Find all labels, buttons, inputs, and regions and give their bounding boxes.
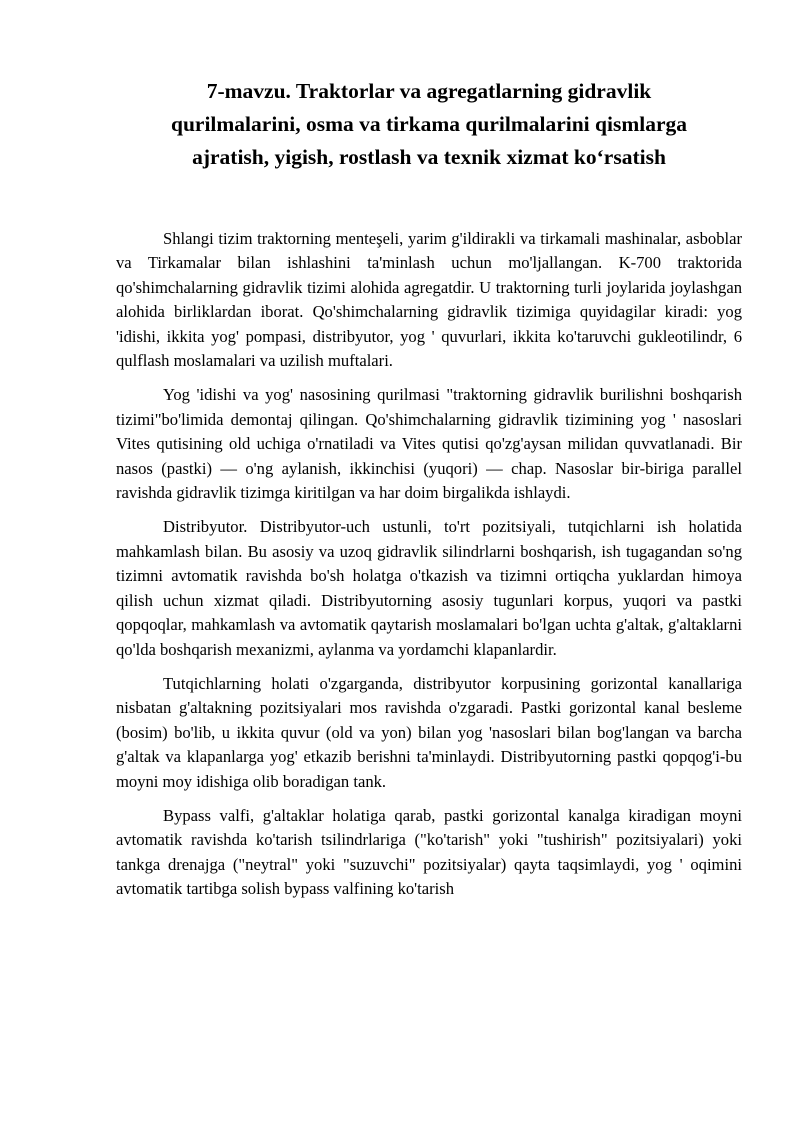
paragraph-hydraulic-system: Shlangi tizim traktorning menteşeli, yarim g'ildirakli va tirkamali mashinalar, asboblar va Tirkamalar bilan ishlashini ta'minlash uchun mo'ljallangan. K-700 traktorida qo'shimchalarning gidravlik tizimi alohida agregatdir. U traktorning turli joylarida joylashgan alohida birliklardan iborat. Qo'shimchalarning gidravlik tizimiga quyidagilar kiradi: yog 'idishi, ikkita yog' pompasi, distribyutor, yog ' quvurlari, ikkita ko'taruvchi gukleotilindr, 6 qulflash moslamalari va uzilish muftalari.: [116, 229, 742, 371]
paragraph-distributor: Distribyutor. Distribyutor-uch ustunli, to'rt pozitsiyali, tutqichlarni ish holatida mahkamlash bilan. Bu asosiy va uzoq gidravlik silindrlarni boshqarish, ish tugagandan so'ng tizimni avtomatik ravishda bo'sh holatga o'tkazish va tizimni ortiqcha yuklardan himoya qilish uchun xizmat qiladi. Distribyutorning asosiy tugunlari korpus, yuqori va pastki qopqoqlar, mahkamlash va avtomatik qaytarish moslamalari bo'lgan uchta g'altak, g'altaklarni qo'lda boshqarish mexanizmi, aylanma va yordamchi klapanlardir.: [116, 517, 742, 659]
document-page: [116, 75, 742, 912]
title-line: qurilmalarini, osma va tirkama qurilmalarini qismlarga: [170, 112, 687, 136]
document-title: [116, 75, 742, 174]
paragraph-oil-tank-pump: Yog 'idishi va yog' nasosining qurilmasi "traktorning gidravlik burilishni boshqarish tizimi"bo'limida demontaj qilingan. Qo'shimchalarning gidravlik tizimining yog ' nasoslari Vites qutisining old uchiga o'rnatiladi va Vites qutisi qo'zg'aysan milidan quvvatlanadi. Bir nasos (pastki) — o'ng aylanish, ikkinchisi (yuqori) — chap. Nasoslar bir-biriga parallel ravishda gidravlik tizimga kiritilgan va har doim birgalikda ishlaydi.: [116, 385, 742, 503]
title-line: 7-mavzu. Traktorlar va agregatlarning gidravlik: [206, 79, 652, 103]
title-line: ajratish, yigish, rostlash va texnik xizmat ko‘rsatish: [192, 145, 666, 169]
paragraph-bypass-valve: Bypass valfi, g'altaklar holatiga qarab, pastki gorizontal kanalga kiradigan moyni avtomatik ravishda ko'tarish tsilindrlariga ("ko'tarish" yoki "tushirish" pozitsiyalari) yoki tankga drenajga ("neytral" yoki "suzuvchi" pozitsiyalar) qayta taqsimlaydi, yog ' oqimini avtomatik tartibga solish bypass valfining ko'tarish: [116, 805, 742, 899]
paragraph-spool-positions: Tutqichlarning holati o'zgarganda, distribyutor korpusining gorizontal kanallariga nisbatan g'altakning pozitsiyalari mos ravishda o'zgaradi. Pastki gorizontal kanal besleme (bosim) bo'lib, u ikkita quvur (old va yon) bilan yog 'nasoslari bilan bog'langan va barcha g'altak va klapanlarga yog' etkazib berishni ta'minlaydi. Distribyutorning pastki qopqog'i-bu moyni moy idishiga olib boradigan tank.: [116, 673, 742, 791]
